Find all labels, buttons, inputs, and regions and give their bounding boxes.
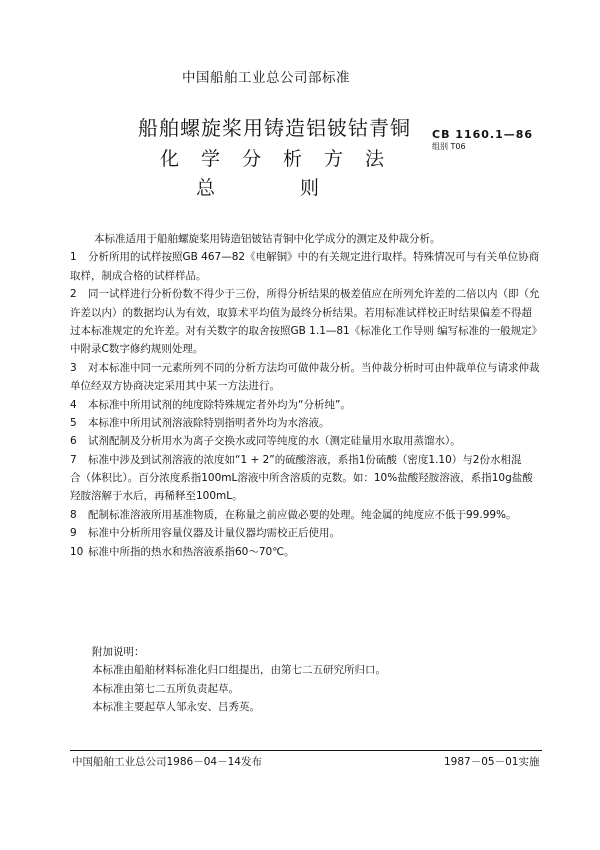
clause-line (70, 487, 550, 505)
clause-line (70, 432, 550, 450)
clause-text: 合（体积比）。百分浓度系指100mL溶液中所含溶质的克数。如：10%盐酸羟胺溶液，系指10g盐酸 (70, 472, 533, 485)
title-line-2: 化学分析方法 (160, 148, 407, 170)
body-text (70, 230, 550, 561)
clause-text: 取样，制成合格的试样样品。 (70, 269, 207, 282)
clause-text: 本标准中所用试剂的纯度除特殊规定者外均为“分析纯”。 (88, 398, 351, 411)
standard-number: CB 1160.1—86 (432, 128, 534, 141)
clause-number: 1 (70, 251, 77, 264)
clause-number: 7 (70, 453, 77, 466)
clause-number: 4 (70, 398, 77, 411)
notes-line: 本标准由船舶材料标准化归口组提出，由第七二五研究所归口。 (92, 664, 386, 677)
clause-line (70, 359, 550, 377)
clause-text: 羟胺溶解于水后，再稀释至100mL。 (70, 490, 243, 503)
clause-line (70, 377, 550, 395)
clause-text: 标准中分析所用容量仪器及计量仪器均需校正后使用。 (88, 527, 340, 540)
clause-line (70, 451, 550, 469)
effective-date: 1987－05－01实施 (444, 756, 540, 768)
clause-text: 同一试样进行分析份数不得少于三份，所得分析结果的极差值应在所列允许差的二倍以内（即（允 (88, 288, 540, 301)
clause-text: 标准中涉及到试剂溶液的浓度如“1 + 2”的硫酸溶液，系指1份硫酸（密度1.10）与2份水相混 (88, 453, 522, 466)
notes-line: 本标准由第七二五所负责起草。 (92, 682, 239, 695)
clause-line (70, 469, 550, 487)
clause-number: 10 (70, 545, 84, 558)
clause-text: 分析所用的试样按照GB 467—82《电解铜》中的有关规定进行取样。特殊情况可与有关单位协商 (88, 251, 540, 264)
clause-number: 8 (70, 508, 77, 521)
additional-notes (92, 643, 386, 717)
clause-number: 3 (70, 361, 77, 374)
clause-text: 单位经双方协商决定采用其中某一方法进行。 (70, 380, 280, 393)
clause-line (70, 524, 550, 542)
notes-line: 本标准主要起草人邹永安、吕秀英。 (92, 701, 260, 714)
clause-text: 标准中所指的热水和热溶液系指60～70℃。 (88, 545, 295, 558)
clause-line (70, 267, 550, 285)
clause-text: 试剂配制及分析用水为离子交换水或同等纯度的水（测定硅量用水取用蒸馏水）。 (88, 435, 461, 448)
notes-heading: 附加说明： (92, 646, 145, 658)
clause-line (70, 304, 550, 322)
clause-number: 9 (70, 527, 77, 540)
clause-line (70, 396, 550, 414)
issuer-header: 中国船舶工业总公司部标准 (182, 70, 350, 86)
clause-text: 本标准中所用试剂溶液除特别指明者外均为水溶液。 (88, 416, 330, 429)
clause-line (70, 506, 550, 524)
clause-line (70, 285, 550, 303)
clause-line (70, 248, 550, 266)
clause-line (70, 340, 550, 358)
clause-number: 6 (70, 435, 77, 448)
issue-date: 中国船舶工业总公司1986－04－14发布 (72, 756, 262, 768)
clause-line (70, 414, 550, 432)
clause-text: 对本标准中同一元素所列不同的分析方法均可做仲裁分析。当仲裁分析时可由仲裁单位与请求仲裁 (88, 361, 540, 374)
clause-text: 许差以内）的数据均认为有效，取算术平均值为最终分析结果。若用标准试样校正时结果偏差不得超 (70, 306, 532, 319)
title-line-1: 船舶螺旋桨用铸造铝铍钴青铜 (138, 116, 411, 140)
footer-divider (70, 750, 542, 751)
clause-number: 5 (70, 416, 77, 429)
standard-category: 组别 T06 (432, 142, 466, 151)
clause-text: 中附录C数字修约规则处理。 (70, 343, 204, 356)
title-line-3b: 则 (300, 177, 320, 199)
clause-number: 2 (70, 288, 77, 301)
clause-text: 过本标准规定的允许差。对有关数字的取舍按照GB 1.1—81《标准化工作导则 编写标准的一般规定》 (70, 324, 543, 337)
clause-line (70, 543, 550, 561)
clause-text: 配制标准溶液所用基准物质，在称量之前应做必要的处理。纯金属的纯度应不低于99.99%。 (88, 508, 517, 521)
clause-line (70, 322, 550, 340)
intro-paragraph: 本标准适用于船舶螺旋桨用铸造铝铍钴青铜中化学成分的测定及仲裁分析。 (94, 233, 441, 245)
title-line-3a: 总 (196, 177, 216, 199)
